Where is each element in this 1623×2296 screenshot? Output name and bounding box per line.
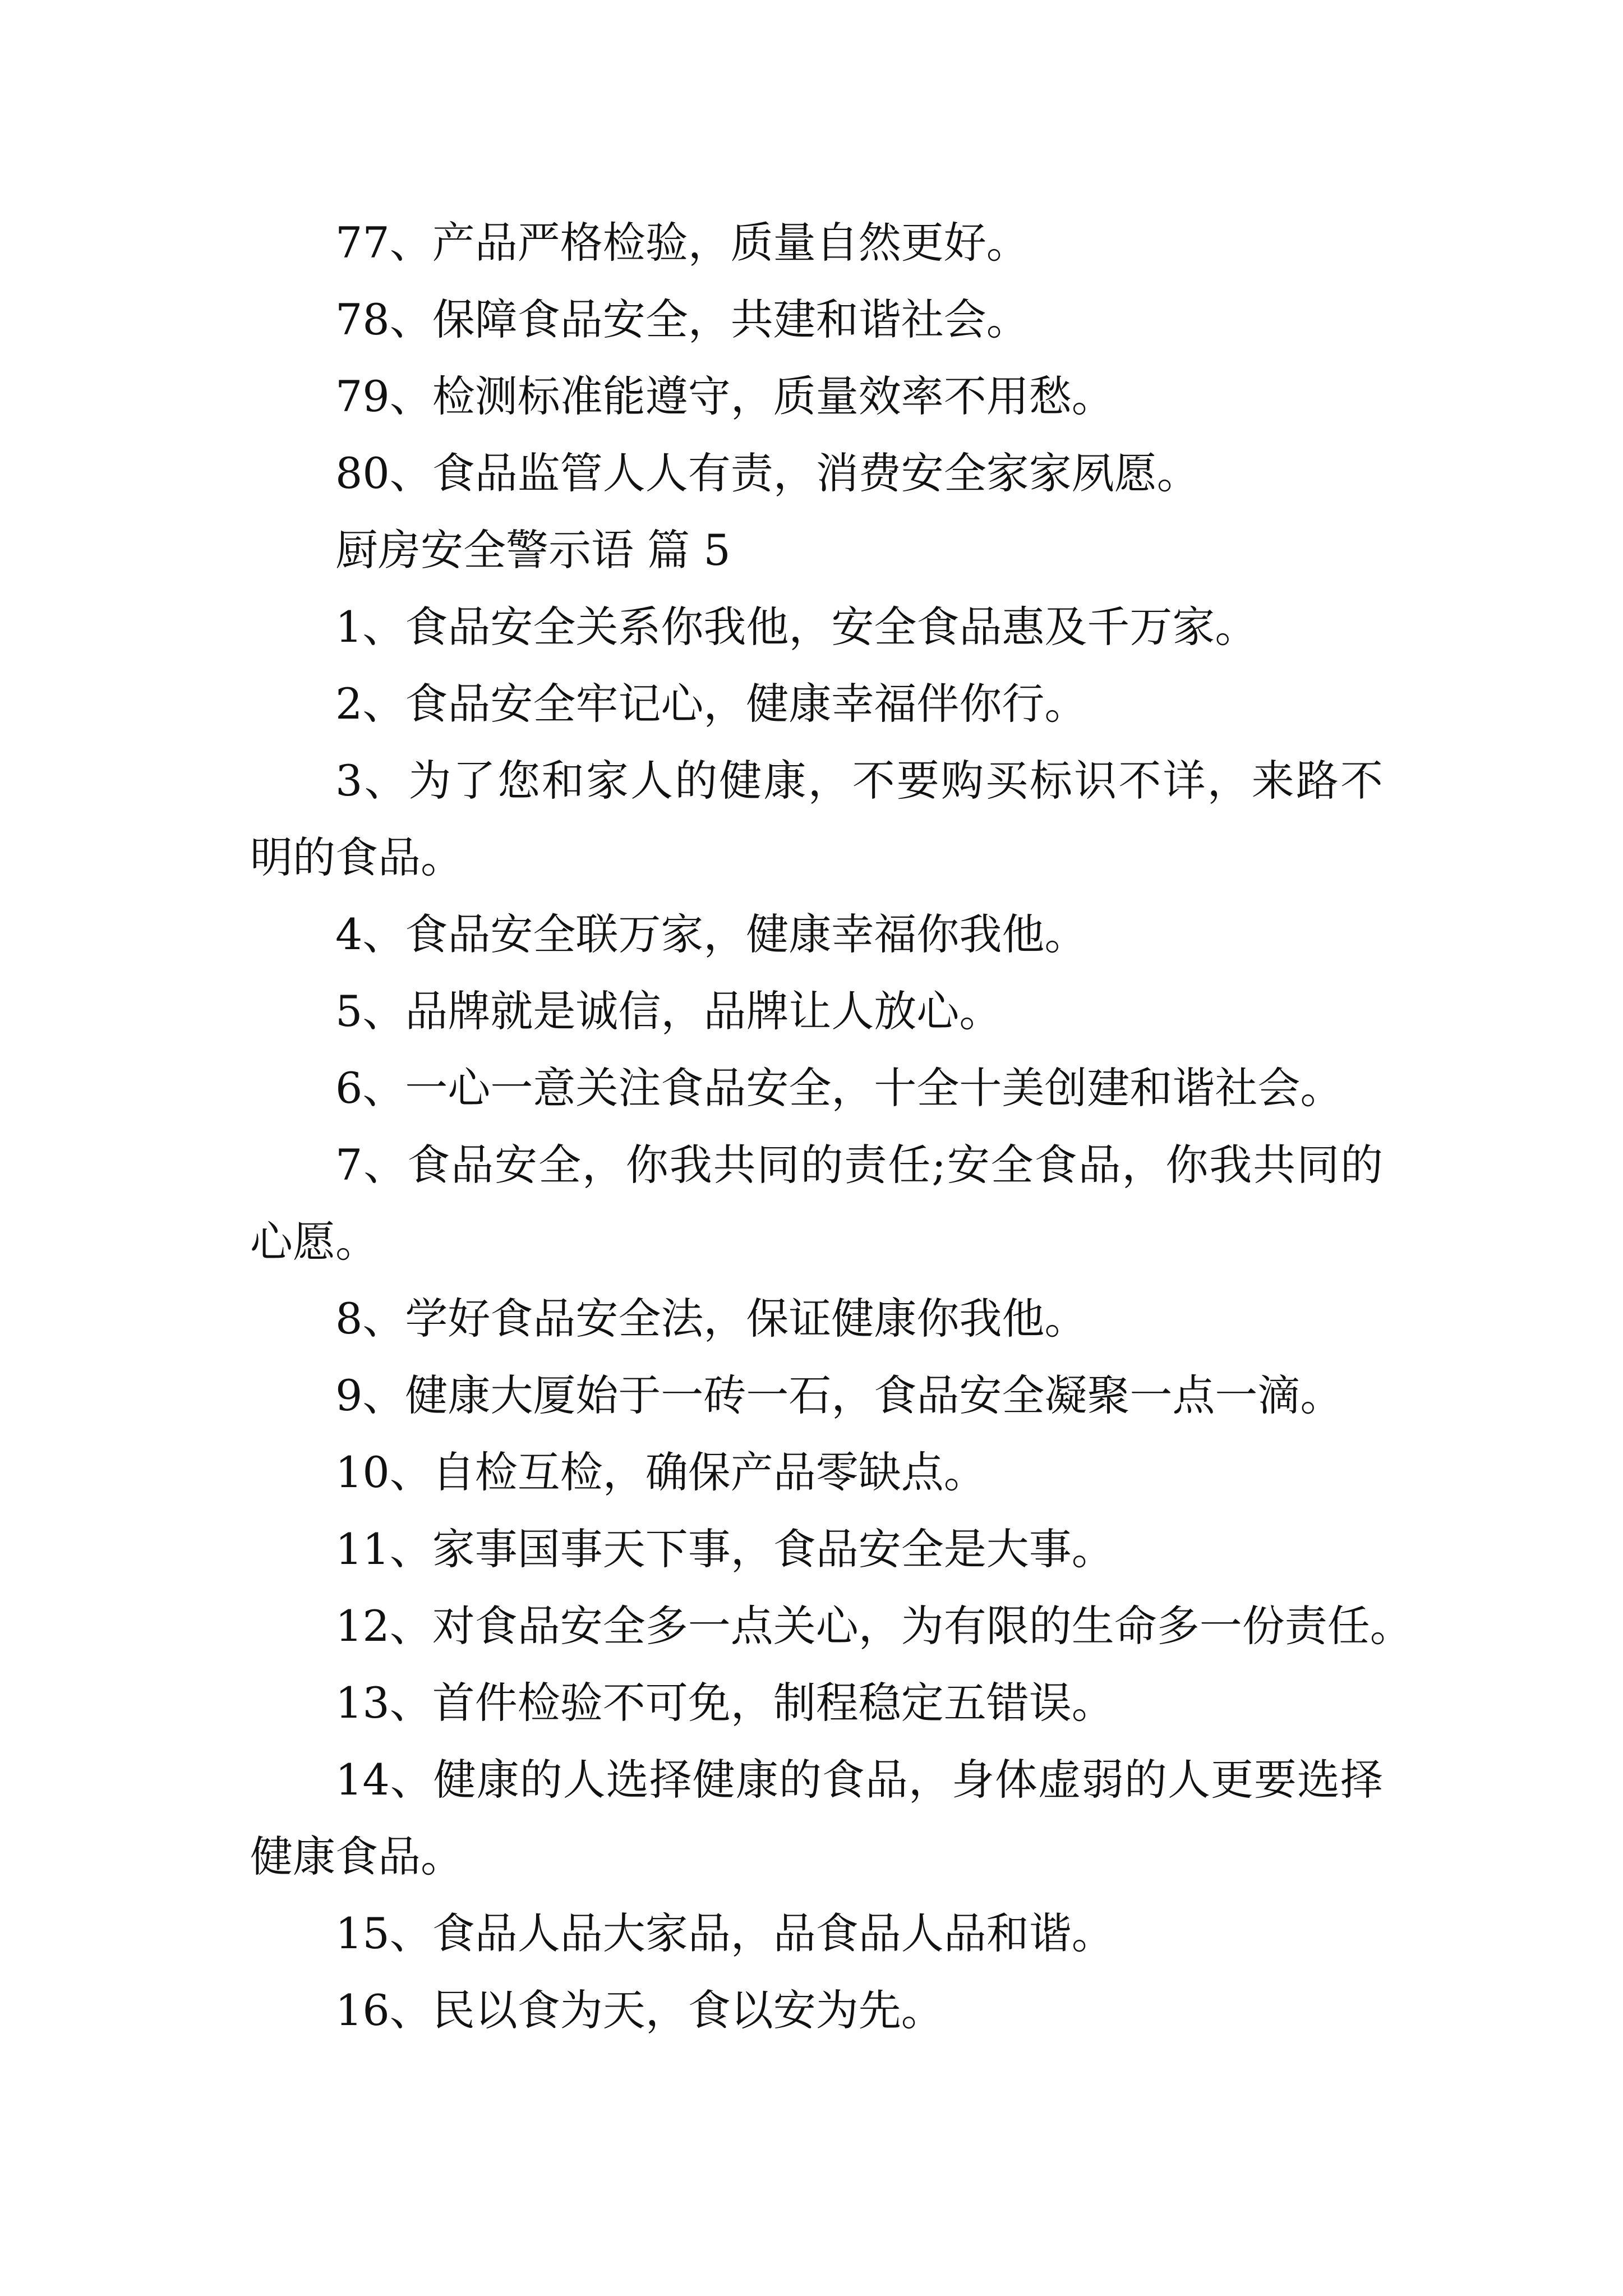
slogan-item <box>250 1588 1413 1664</box>
slogan-item <box>250 1434 1383 1511</box>
slogan-item <box>250 1357 1383 1434</box>
slogan-line: 8、学好食品安全法，保证健康你我他。 <box>335 1294 1087 1343</box>
slogan-line-continuation: 心愿。 <box>250 1217 378 1267</box>
slogan-item <box>250 973 1383 1050</box>
slogan-item <box>250 1664 1383 1741</box>
slogan-line: 12、对食品安全多一点关心，为有限的生命多一份责任。 <box>335 1601 1413 1651</box>
slogan-item <box>250 1895 1383 1972</box>
slogan-line: 1、食品安全关系你我他，安全食品惠及千万家。 <box>335 602 1258 652</box>
slogan-line: 15、食品人品大家品，品食品人品和谐。 <box>335 1908 1114 1958</box>
slogan-line: 14、健康的人选择健康的食品，身体虚弱的人更要选择 <box>335 1755 1383 1805</box>
slogan-item <box>250 1972 1383 2049</box>
slogan-line: 78、保障食品安全，共建和谐社会。 <box>335 295 1029 344</box>
slogan-line: 9、健康大厦始于一砖一石，食品安全凝聚一点一滴。 <box>335 1370 1343 1420</box>
slogan-line-continuation: 健康食品。 <box>250 1832 463 1881</box>
section-heading <box>250 512 1383 588</box>
slogan-line: 6、一心一意关注食品安全，十全十美创建和谐社会。 <box>335 1063 1343 1113</box>
slogan-item <box>250 1511 1383 1588</box>
slogan-item <box>250 281 1383 358</box>
section-title: 厨房安全警示语 篇 5 <box>335 525 731 575</box>
slogan-item <box>250 896 1383 973</box>
slogan-line: 5、品牌就是诚信，品牌让人放心。 <box>335 986 1002 1036</box>
slogan-line: 13、首件检验不可免，制程稳定五错误。 <box>335 1678 1114 1728</box>
slogan-item <box>250 1280 1383 1357</box>
slogan-line: 7、食品安全，你我共同的责任;安全食品，你我共同的 <box>335 1140 1383 1190</box>
slogan-item <box>250 1050 1383 1126</box>
slogan-line: 3、为了您和家人的健康，不要购买标识不详，来路不 <box>335 756 1383 806</box>
text-body <box>250 204 1413 2049</box>
slogan-line: 77、产品严格检验，质量自然更好。 <box>335 218 1029 268</box>
slogan-line: 10、自检互检，确保产品零缺点。 <box>335 1447 986 1497</box>
slogan-item <box>250 435 1383 512</box>
slogan-item <box>250 665 1383 742</box>
slogan-line: 2、食品安全牢记心，健康幸福伴你行。 <box>335 679 1087 729</box>
slogan-item <box>250 358 1383 435</box>
slogan-line: 79、检测标准能遵守，质量效率不用愁。 <box>335 371 1114 421</box>
slogan-line-continuation: 明的食品。 <box>250 832 463 882</box>
slogan-item <box>250 742 1383 896</box>
slogan-item <box>250 204 1383 281</box>
slogan-item <box>250 588 1383 665</box>
slogan-item <box>250 1126 1383 1280</box>
slogan-line: 16、民以食为天，食以安为先。 <box>335 1985 944 2035</box>
slogan-line: 80、食品监管人人有责，消费安全家家夙愿。 <box>335 448 1200 498</box>
slogan-line: 4、食品安全联万家，健康幸福你我他。 <box>335 909 1087 959</box>
slogan-item <box>250 1741 1383 1895</box>
slogan-line: 11、家事国事天下事，食品安全是大事。 <box>335 1524 1114 1574</box>
